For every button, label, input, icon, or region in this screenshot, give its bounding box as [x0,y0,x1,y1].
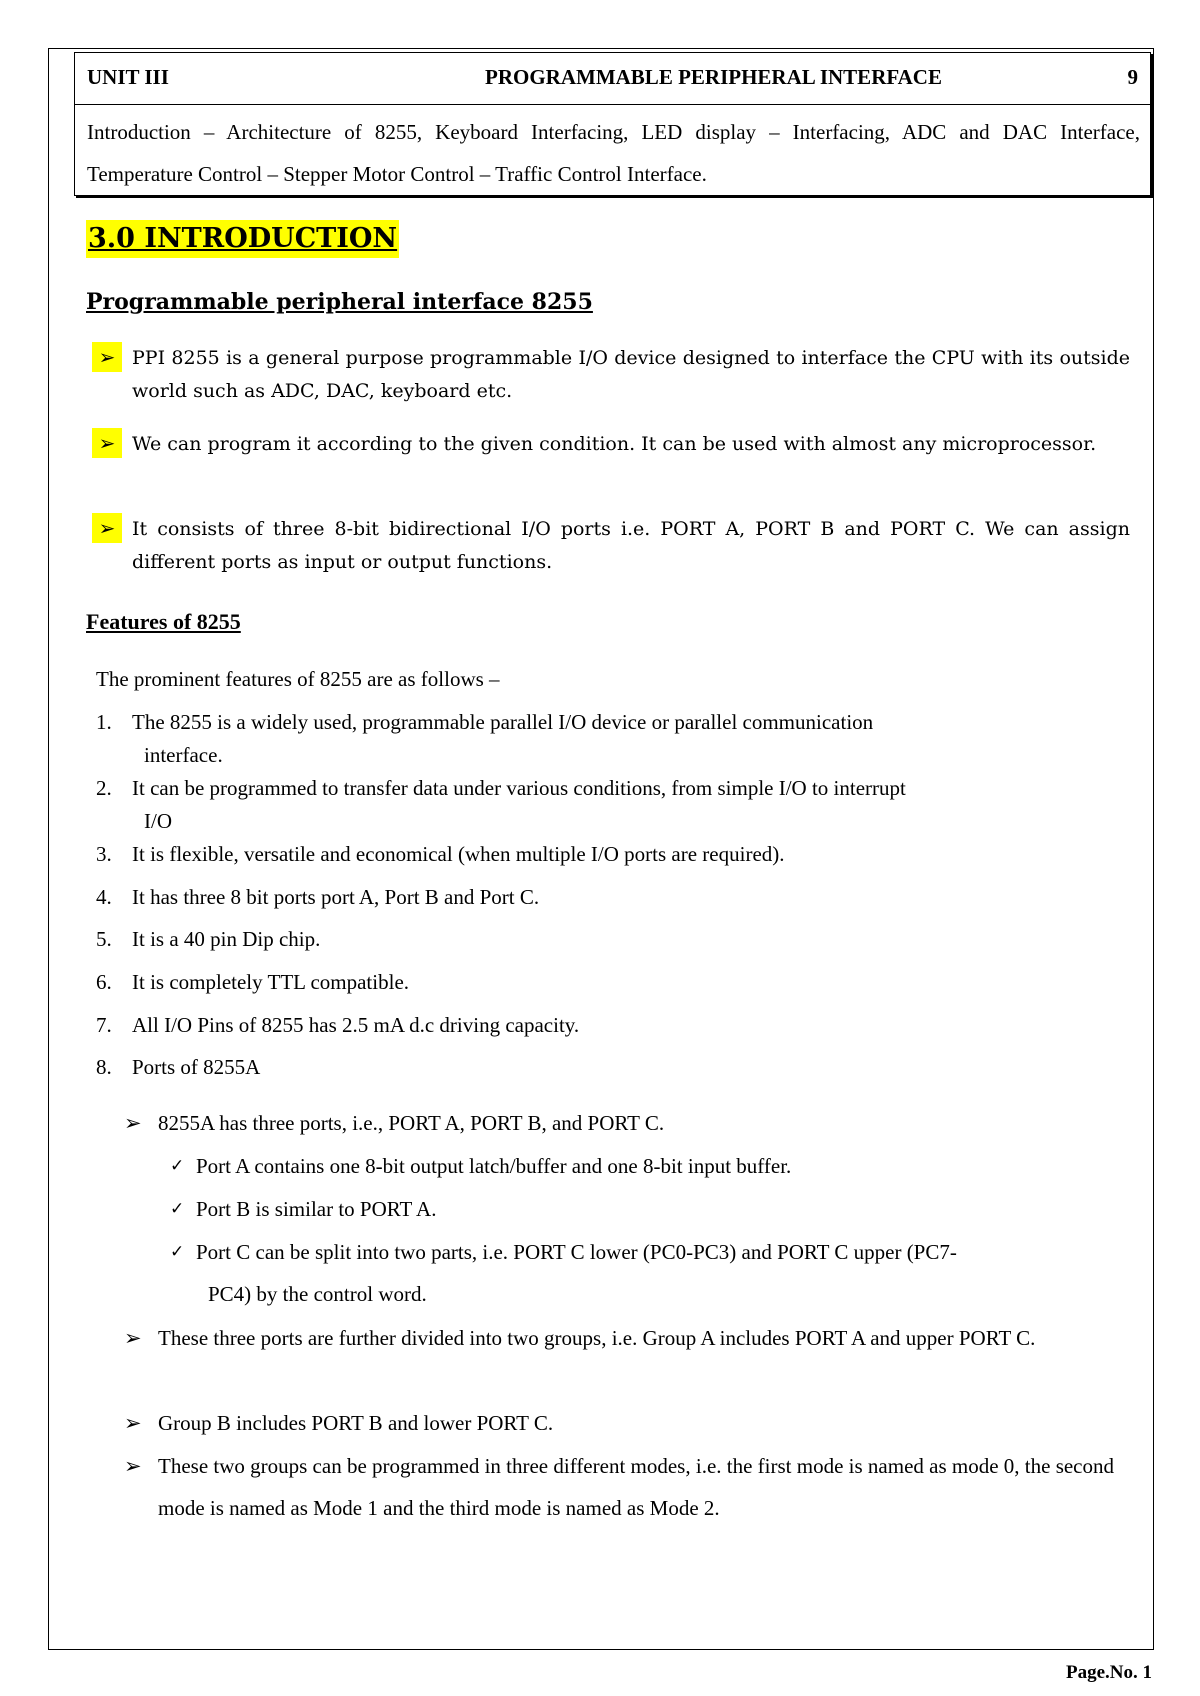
port-check-item [170,1231,1130,1315]
ports-bullet-text: These three ports are further divided into two groups, i.e. Group A includes PORT A and upper PORT C. [158,1326,1036,1350]
bullet-text: PPI 8255 is a general purpose programmable I/O device designed to interface the CPU with its outside world such as ADC, DAC, keyboard etc. [132,347,1130,402]
feature-number: 4. [96,885,112,909]
feature-text-cont: interface. [144,743,223,767]
ports-bullet-text: Group B includes PORT B and lower PORT C. [158,1411,554,1435]
feature-text: It is a 40 pin Dip chip. [132,927,321,951]
bullet-text: It consists of three 8-bit bidirectional I/O ports i.e. PORT A, PORT B and PORT C. We can assign different ports as input or output functions. [132,518,1130,573]
port-check-text: Port A contains one 8-bit output latch/buffer and one 8-bit input buffer. [196,1154,792,1178]
ports-bullet [124,1402,1134,1444]
bullet-text: We can program it according to the given condition. It can be used with almost any microprocessor. [132,433,1097,455]
unit-label: UNIT III [87,65,169,89]
feature-text: All I/O Pins of 8255 has 2.5 mA d.c driving capacity. [132,1013,580,1037]
arrow-bullet-icon: ➢ [124,1326,142,1350]
arrow-bullet-icon: ➢ [92,342,122,372]
page-number: Page.No. 1 [1065,1662,1152,1683]
unit-topics: Introduction – Architecture of 8255, Keyboard Interfacing, LED display – Interfacing, ADC and DAC Interface, Temperature Control – Stepper Motor Control – Traffic Control Interface. [87,120,1140,186]
feature-text: It is flexible, versatile and economical (when multiple I/O ports are required). [132,842,785,866]
feature-number: 3. [96,842,112,866]
feature-text: The 8255 is a widely used, programmable parallel I/O device or parallel communication [132,710,874,734]
feature-number: 2. [96,776,112,800]
arrow-bullet-icon: ➢ [92,513,122,543]
unit-header-row [75,53,1150,105]
feature-number: 5. [96,927,112,951]
intro-bullet [86,342,1130,408]
checkmark-icon: ✓ [170,1242,185,1262]
feature-item [96,838,1136,871]
port-check-text: Port B is similar to PORT A. [196,1197,437,1221]
arrow-bullet-icon: ➢ [124,1411,142,1435]
feature-item [96,1051,1136,1084]
intro-bullet [86,513,1130,579]
port-check-item [170,1188,1130,1230]
ports-bullet [124,1317,1134,1359]
feature-item [96,1009,1136,1042]
feature-number: 1. [96,710,112,734]
feature-item [96,966,1136,999]
feature-text-cont: I/O [144,809,172,833]
ports-bullet [124,1445,1134,1529]
feature-number: 7. [96,1013,112,1037]
section-subtitle: Programmable peripheral interface 8255 [86,289,593,315]
feature-item [96,772,1136,838]
port-check-text: Port C can be split into two parts, i.e. PORT C lower (PC0-PC3) and PORT C upper (PC7- [196,1240,957,1264]
feature-item [96,881,1136,914]
feature-number: 8. [96,1055,112,1079]
unit-title: PROGRAMMABLE PERIPHERAL INTERFACE [485,65,942,89]
feature-number: 6. [96,970,112,994]
arrow-bullet-icon: ➢ [124,1111,142,1135]
ports-bullet-text: 8255A has three ports, i.e., PORT A, PORT B, and PORT C. [158,1111,665,1135]
ports-bullet [124,1102,1134,1144]
arrow-bullet-icon: ➢ [92,428,122,458]
ports-bullet-text: These two groups can be programmed in three different modes, i.e. the first mode is named as mode 0, the second mode is named as Mode 1 and the third mode is named as Mode 2. [158,1454,1115,1520]
section-title: 3.0 INTRODUCTION [86,220,399,258]
port-check-text-cont: PC4) by the control word. [208,1282,427,1306]
unit-hours: 9 [1127,65,1138,89]
intro-bullet [86,428,1130,461]
port-check-item [170,1145,1130,1187]
checkmark-icon: ✓ [170,1156,185,1176]
features-title: Features of 8255 [86,609,241,634]
feature-text: Ports of 8255A [132,1055,261,1079]
feature-text: It is completely TTL compatible. [132,970,410,994]
checkmark-icon: ✓ [170,1199,185,1219]
feature-item [96,923,1136,956]
feature-item [96,706,1136,772]
feature-text: It has three 8 bit ports port A, Port B and Port C. [132,885,540,909]
feature-text: It can be programmed to transfer data under various conditions, from simple I/O to interrupt [132,776,906,800]
arrow-bullet-icon: ➢ [124,1454,142,1478]
unit-header-table [74,52,1151,196]
features-intro: The prominent features of 8255 are as follows – [96,667,500,691]
